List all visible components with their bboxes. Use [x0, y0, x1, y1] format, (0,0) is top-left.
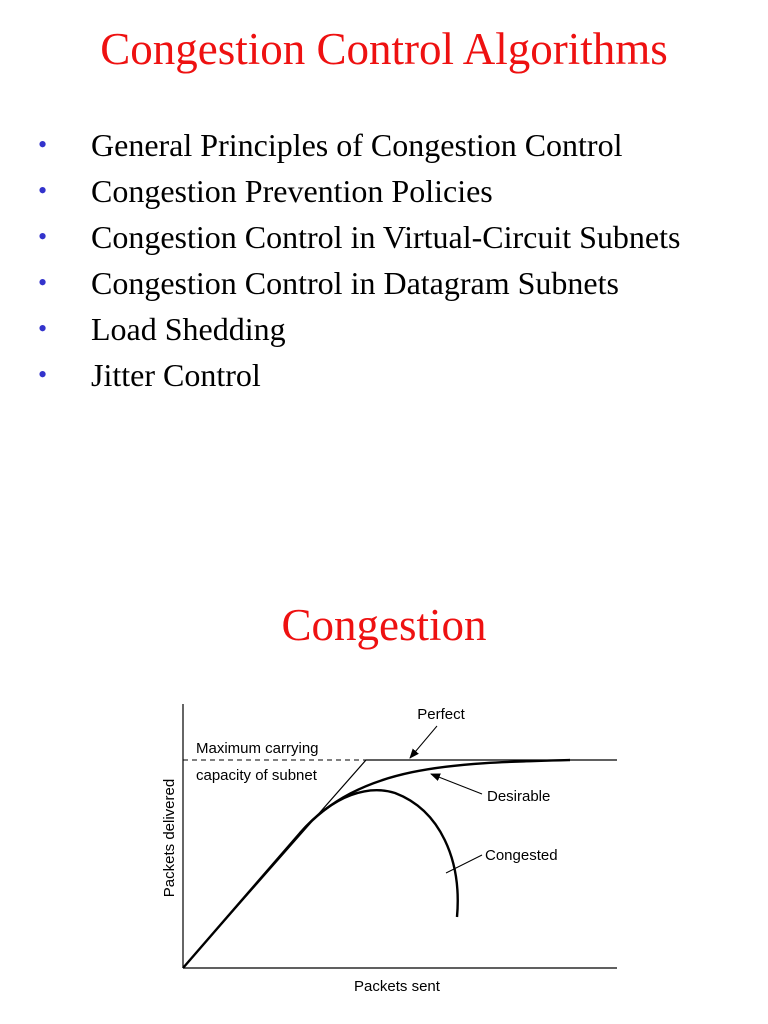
list-item-text: Congestion Prevention Policies	[91, 173, 493, 209]
desirable-arrow	[431, 774, 482, 794]
slide-title: Congestion Control Algorithms	[100, 24, 668, 74]
list-item-text: General Principles of Congestion Control	[91, 127, 623, 163]
capacity-label-line2: capacity of subnet	[196, 767, 317, 784]
bullet-icon: •	[38, 268, 48, 297]
list-item-text: Congestion Control in Virtual-Circuit Subnets	[91, 219, 681, 255]
section-title: Congestion	[281, 600, 487, 650]
desirable-label: Desirable	[487, 788, 551, 805]
perfect-arrow	[410, 726, 437, 758]
list-item-text: Congestion Control in Datagram Subnets	[91, 265, 619, 301]
bullet-icon: •	[38, 360, 48, 389]
bullet-icon: •	[38, 176, 48, 205]
bullet-icon: •	[38, 222, 48, 251]
perfect-label: Perfect	[417, 706, 465, 723]
capacity-label-line1: Maximum carrying	[196, 740, 319, 757]
bullet-icon: •	[38, 130, 48, 159]
congested-curve	[300, 790, 458, 917]
y-axis-label: Packets delivered	[161, 778, 178, 898]
x-axis-label: Packets sent	[354, 978, 440, 995]
congested-label: Congested	[485, 847, 558, 864]
bullet-icon: •	[38, 314, 48, 343]
list-item-text: Load Shedding	[91, 311, 286, 347]
perfect-curve	[183, 760, 617, 968]
list-item-text: Jitter Control	[91, 357, 261, 393]
